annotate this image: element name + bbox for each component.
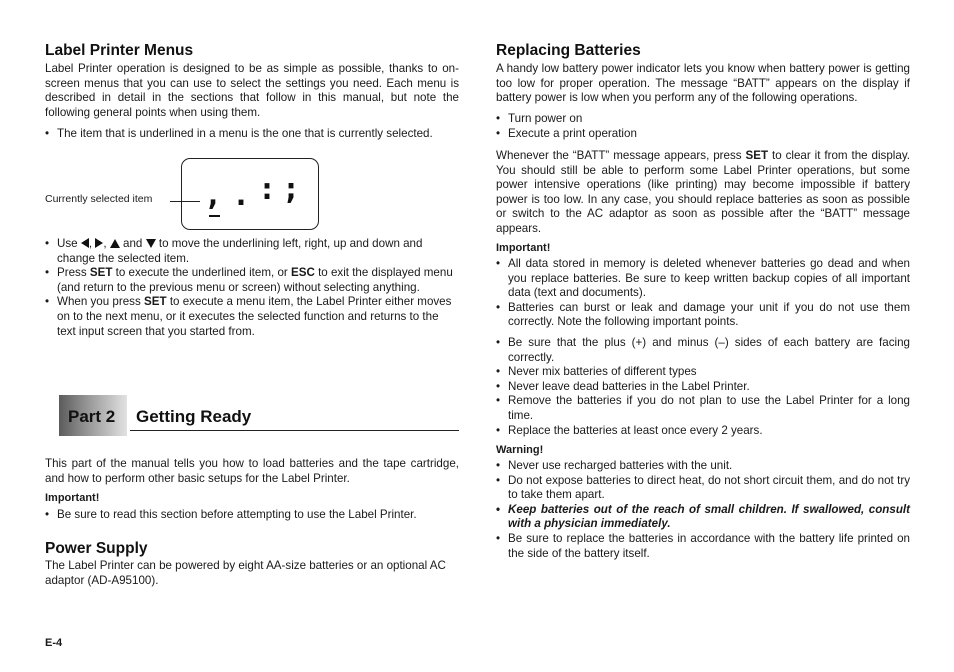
list-item: • Execute a print operation	[496, 126, 637, 140]
part-title-underline	[130, 430, 459, 431]
list-item: • Be sure that the plus (+) and minus (–) sides of each battery are facing correctly.	[496, 336, 910, 364]
bullet-icon: •	[496, 300, 501, 314]
batteries-intro-paragraph: A handy low battery power indicator lets you know when battery power is getting too low for proper operation. The message “BATT” appears on the display if battery power is low when you perform any of the following operations.	[496, 62, 910, 105]
list-item: • Press SET to execute the underlined item, or ESC to exit the displayed menu (and return to the previous menu or screen) without selecting anything.	[45, 266, 453, 294]
bullet-icon: •	[45, 508, 50, 521]
important-label: Important!	[496, 242, 551, 254]
label-printer-menus-heading: Label Printer Menus	[45, 42, 194, 59]
warnings-list	[496, 459, 910, 561]
list-item: • Do not expose batteries to direct heat, do not short circuit them, and do not try to take them apart.	[496, 473, 910, 502]
bullet-icon: •	[496, 126, 501, 140]
part-number-box	[59, 395, 127, 436]
bullet-icon: •	[496, 336, 501, 349]
battery-points-list	[496, 336, 910, 438]
list-item: • When you press SET to execute a menu item, the Label Printer either moves on to the next menu, or it executes the selected function and returns to the text input screen that you started from.	[45, 295, 452, 338]
power-supply-heading: Power Supply	[45, 540, 148, 557]
bullet-icon: •	[496, 459, 501, 472]
important-label: Important!	[45, 492, 100, 504]
bullet-icon: •	[496, 394, 501, 408]
list-item: • The item that is underlined in a menu is the one that is currently selected.	[45, 127, 433, 140]
list-item: • Be sure to read this section before attempting to use the Label Printer.	[45, 508, 417, 521]
page-number: E-4	[45, 637, 63, 649]
replacing-batteries-heading: Replacing Batteries	[496, 42, 641, 59]
list-item: • Turn power on	[496, 112, 583, 125]
menus-bullet-list	[45, 127, 459, 142]
list-item: • Be sure to replace the batteries in accordance with the battery life printed on the side of the battery itself.	[496, 531, 910, 560]
up-arrow-icon	[110, 239, 120, 248]
list-item: • Replace the batteries at least once every 2 years.	[496, 423, 763, 437]
menus-intro-paragraph: Label Printer operation is designed to be as simple as possible, thanks to on-screen menus that you can use to select the settings you need. Each menu is described in detail in the sections that follow in this manual, but note the following general points when using them.	[45, 62, 459, 119]
list-item: • Keep batteries out of the reach of small children. If swallowed, consult with a physician immediately.	[496, 502, 910, 531]
bullet-icon: •	[496, 473, 501, 487]
bullet-icon: •	[496, 531, 501, 545]
bullet-icon: •	[496, 257, 501, 270]
list-item: • Batteries can burst or leak and damage your unit if you do not use them correctly. Note the following important points.	[496, 300, 910, 329]
lcd-display-illustration	[181, 158, 319, 230]
bullet-icon: •	[496, 423, 501, 437]
list-item: • Never leave dead batteries in the Label Printer.	[496, 379, 750, 393]
navigation-bullet-list	[45, 237, 459, 339]
list-item: • Never mix batteries of different types	[496, 365, 697, 379]
display-char-period: .	[232, 178, 251, 213]
part-intro-paragraph: This part of the manual tells you how to load batteries and the tape cartridge, and how to perform other basic setups for the Label Printer.	[45, 457, 459, 485]
warning-label: Warning!	[496, 444, 544, 456]
down-arrow-icon	[146, 239, 156, 248]
list-item: • Never use recharged batteries with the unit.	[496, 459, 733, 472]
display-char-comma: ,	[204, 178, 223, 213]
part-important-list	[45, 508, 459, 523]
left-arrow-icon	[81, 238, 89, 248]
bullet-icon: •	[496, 502, 501, 516]
power-supply-paragraph: The Label Printer can be powered by eight AA-size batteries or an optional AC adaptor (AD-A95100).	[45, 559, 446, 587]
operations-list	[496, 112, 910, 141]
bullet-icon: •	[45, 266, 50, 280]
selection-underline	[209, 215, 220, 217]
bullet-icon: •	[496, 365, 501, 379]
list-item: • All data stored in memory is deleted whenever batteries go dead and when you replace batteries. Be sure to keep written backup copies of all important data (text and documents).	[496, 257, 910, 300]
display-char-colon: :	[258, 172, 277, 207]
display-char-semicolon: ;	[282, 172, 301, 207]
batt-message-paragraph: Whenever the “BATT” message appears, press SET to clear it from the display. You should still be able to perform some Label Printer operations, but some power intensive operations (like printing) may become impossible if battery power is too low. In any case, you should replace batteries as soon as possible or switch to the AC adaptor as soon as possible after the “BATT” message appears.	[496, 149, 910, 235]
part-title: Getting Ready	[136, 407, 252, 426]
bullet-icon: •	[45, 127, 50, 140]
bullet-icon: •	[496, 112, 501, 125]
list-item: • Remove the batteries if you do not plan to use the Label Printer for a long time.	[496, 394, 910, 422]
part-number: Part 2	[68, 407, 116, 426]
currently-selected-item-label: Currently selected item	[45, 193, 153, 205]
list-item: • Use , , and to move the underlining left, right, up and down and change the selected item.	[45, 237, 423, 265]
bullet-icon: •	[45, 237, 50, 250]
bullet-icon: •	[45, 295, 50, 309]
important-list	[496, 257, 910, 330]
bullet-icon: •	[496, 379, 501, 393]
